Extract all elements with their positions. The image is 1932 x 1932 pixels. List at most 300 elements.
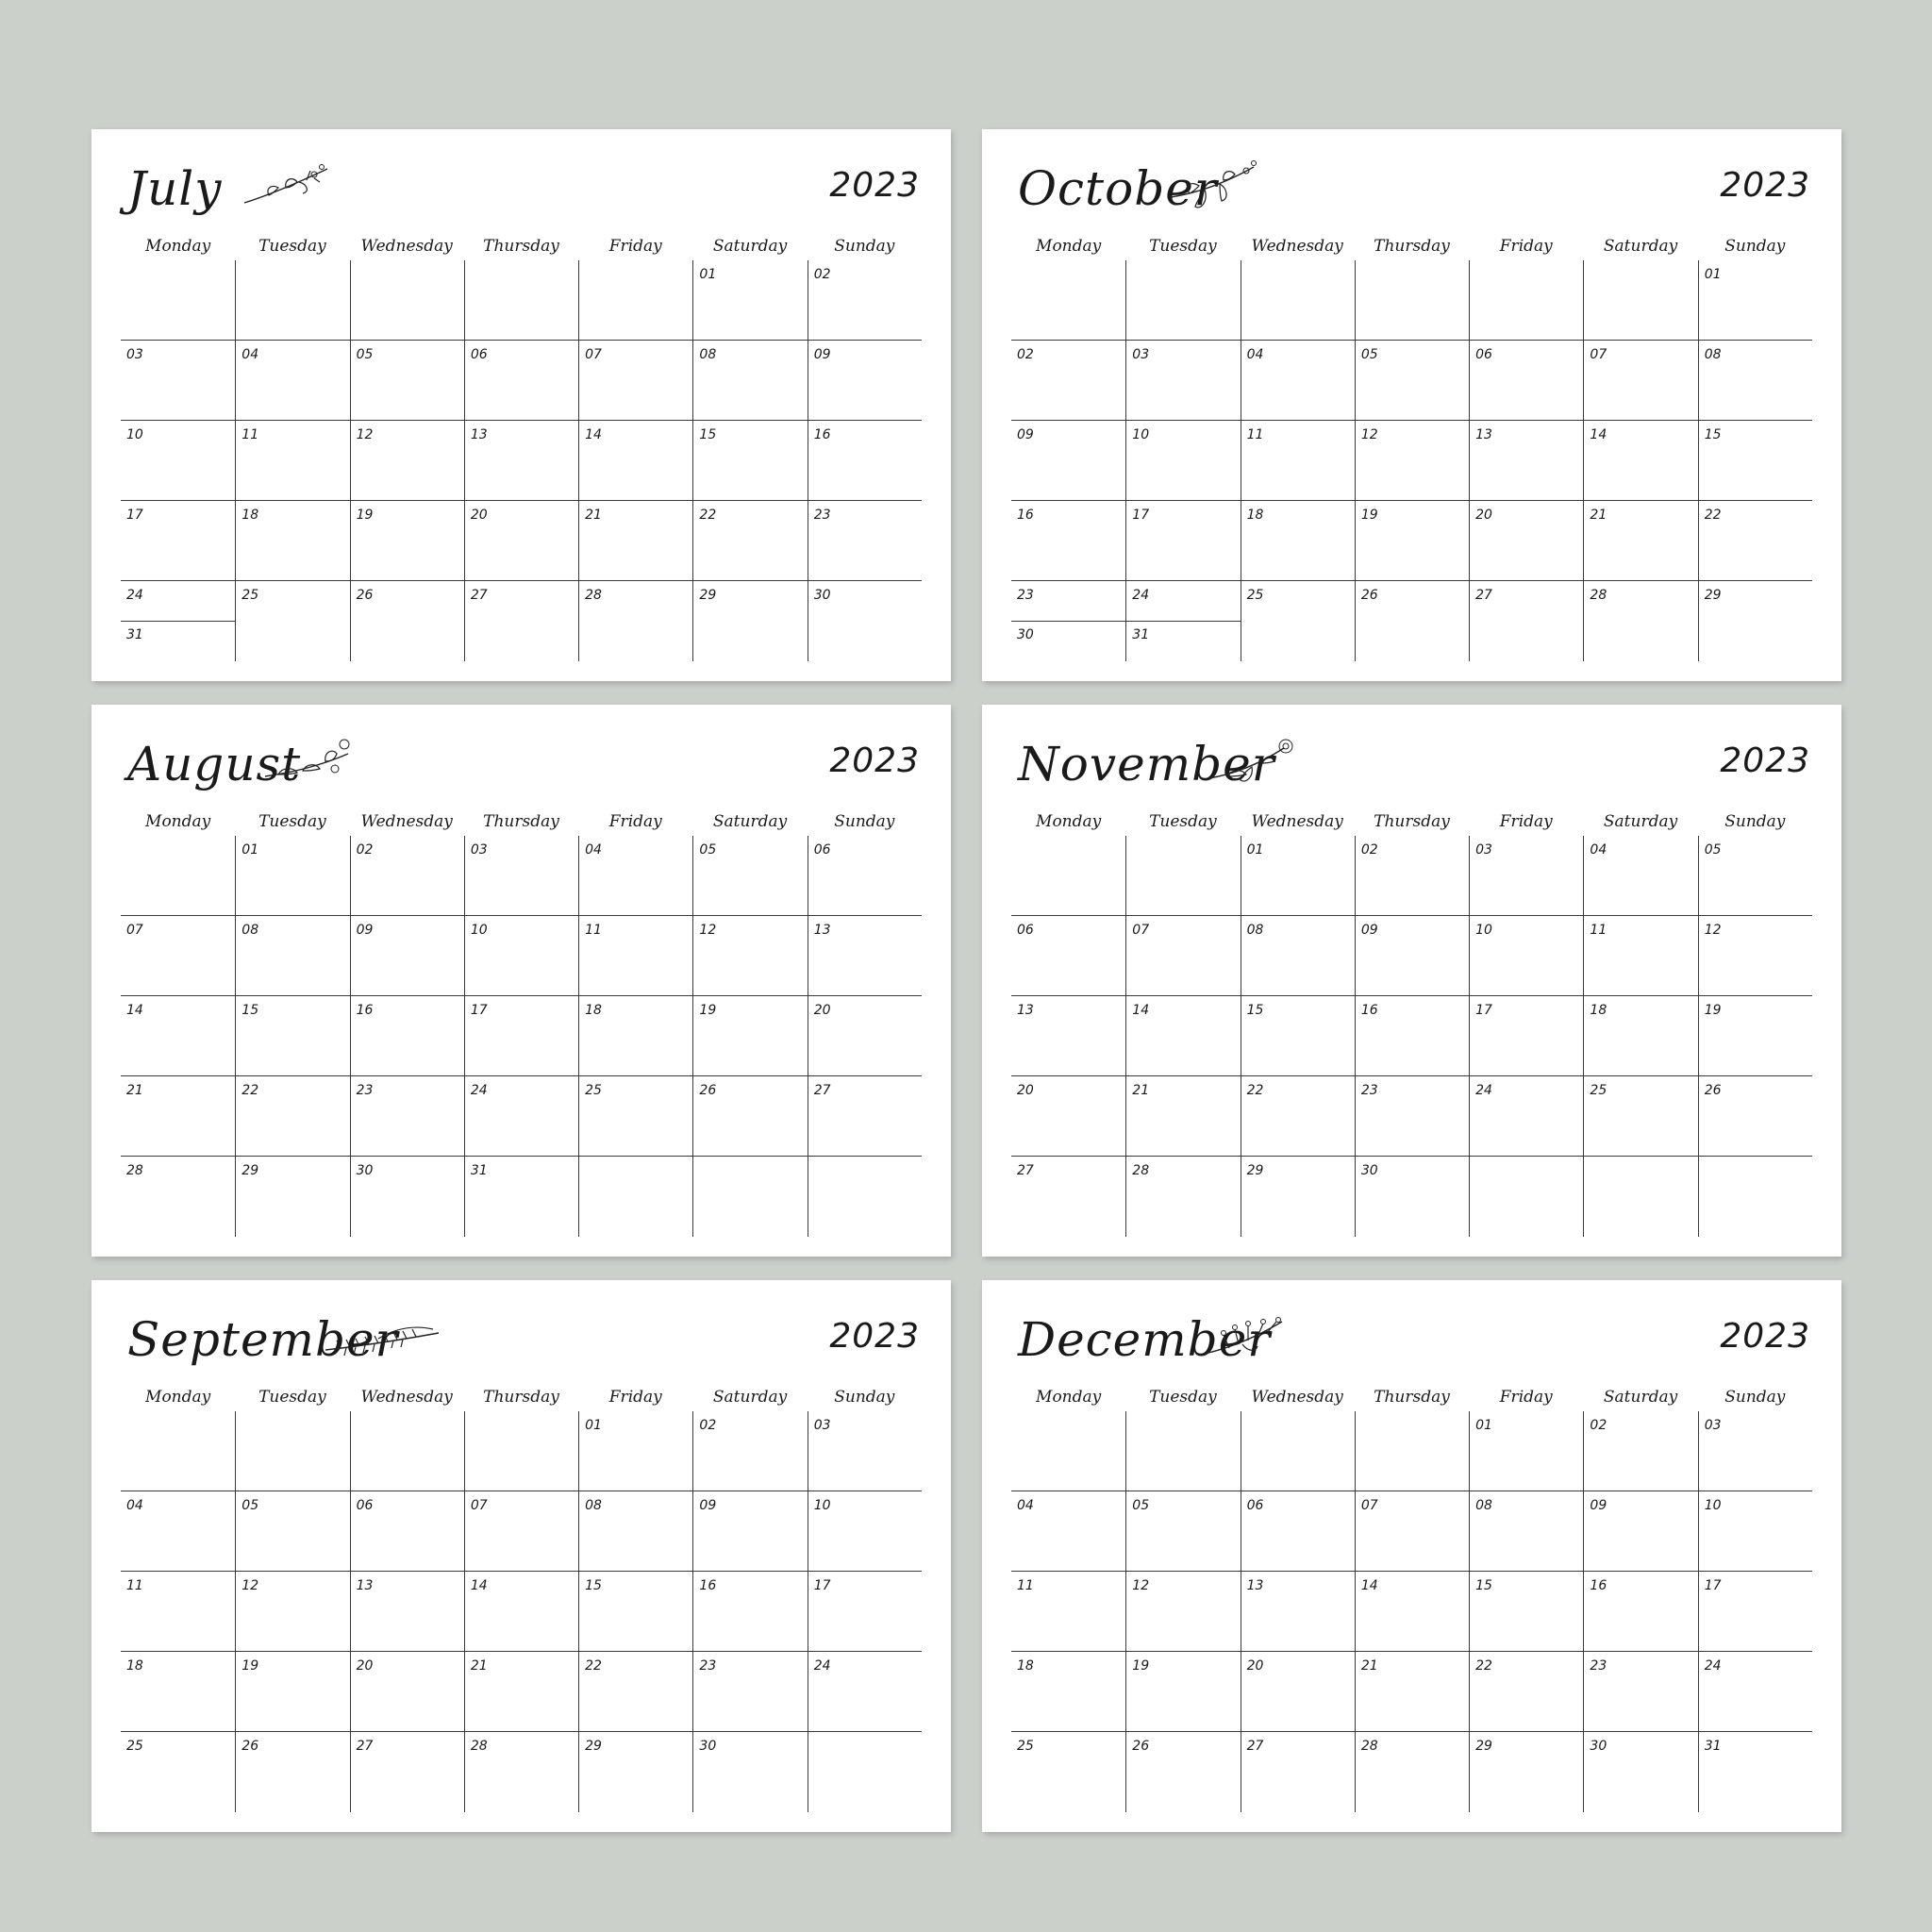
day-number: 05 — [242, 1498, 259, 1513]
day-cell — [121, 260, 235, 341]
day-cell — [1125, 581, 1240, 661]
day-cell — [350, 836, 464, 916]
day-number: 15 — [242, 1003, 259, 1018]
day-cell — [1355, 916, 1469, 996]
day-cell — [1011, 581, 1125, 661]
day-cell — [350, 1157, 464, 1237]
day-number: 28 — [1360, 1739, 1378, 1754]
day-cell — [578, 1076, 692, 1157]
day-cell — [1698, 1491, 1812, 1572]
day-number: 29 — [242, 1163, 259, 1178]
day-number: 26 — [1132, 1739, 1150, 1754]
day-cell — [464, 1491, 578, 1572]
month-title: November — [1018, 737, 1275, 791]
day-cell — [1583, 1491, 1697, 1572]
day-cell — [121, 421, 235, 501]
day-number: 02 — [1017, 347, 1034, 362]
day-number: 13 — [813, 923, 831, 938]
week-row — [1011, 1732, 1812, 1812]
day-cell — [235, 1491, 349, 1572]
day-cell — [1469, 1076, 1583, 1157]
day-cell — [1241, 1652, 1355, 1732]
day-cell — [1125, 260, 1240, 341]
day-cell — [1125, 501, 1240, 581]
weekday-label: Friday — [1499, 1388, 1553, 1407]
weekday-label: Saturday — [712, 1388, 788, 1407]
weekday-label: Thursday — [1374, 812, 1450, 831]
week-row — [121, 501, 922, 581]
day-cell — [578, 341, 692, 421]
weekday-label: Wednesday — [360, 812, 453, 831]
day-cell — [464, 836, 578, 916]
day-cell — [1469, 916, 1583, 996]
day-cell — [350, 916, 464, 996]
day-cell — [1698, 1652, 1812, 1732]
day-number: 31 — [126, 627, 143, 642]
day-number: 12 — [1704, 923, 1722, 938]
day-number: 26 — [356, 588, 374, 603]
day-number: 02 — [356, 842, 374, 858]
day-number: 07 — [1590, 347, 1607, 362]
day-cell — [578, 421, 692, 501]
weeks — [121, 260, 922, 661]
week-row — [121, 1732, 922, 1812]
weekday-label: Thursday — [483, 1388, 559, 1407]
day-number: 06 — [356, 1498, 374, 1513]
day-cell — [121, 996, 235, 1076]
day-number: 08 — [699, 347, 717, 362]
day-cell — [1469, 341, 1583, 421]
day-number: 03 — [1475, 842, 1492, 858]
weekday-label: Friday — [608, 1388, 662, 1407]
day-number: 12 — [242, 1578, 259, 1593]
day-cell — [1355, 996, 1469, 1076]
weekday-label: Monday — [145, 237, 211, 256]
day-number: 16 — [1017, 508, 1034, 523]
day-cell — [121, 1732, 235, 1812]
day-cell — [578, 916, 692, 996]
calendar-grid — [1011, 1383, 1812, 1812]
day-cell — [808, 1572, 922, 1652]
day-cell — [1583, 1411, 1697, 1491]
day-cell — [1583, 996, 1697, 1076]
day-cell — [1355, 260, 1469, 341]
day-number: 11 — [242, 427, 259, 442]
week-row — [1011, 1491, 1812, 1572]
day-number: 07 — [585, 347, 602, 362]
day-number: 04 — [1017, 1498, 1034, 1513]
weekday-label: Friday — [608, 812, 662, 831]
day-number: 18 — [1590, 1003, 1607, 1018]
day-cell — [1583, 1732, 1697, 1812]
day-cell — [464, 1157, 578, 1237]
day-number: 18 — [585, 1003, 602, 1018]
month-title: August — [127, 737, 302, 791]
day-number: 28 — [1590, 588, 1607, 603]
day-cell — [1583, 836, 1697, 916]
day-number: 08 — [585, 1498, 602, 1513]
day-cell — [1011, 1491, 1125, 1572]
day-cell — [121, 836, 235, 916]
week-row — [121, 916, 922, 996]
day-number: 16 — [1360, 1003, 1378, 1018]
flower-sprig-icon — [1205, 735, 1299, 791]
split-divider — [1126, 621, 1240, 622]
day-number: 05 — [1704, 842, 1722, 858]
day-number: 11 — [1017, 1578, 1034, 1593]
day-number: 14 — [1132, 1003, 1150, 1018]
day-cell — [692, 581, 807, 661]
day-cell — [235, 1732, 349, 1812]
weekday-label: Tuesday — [258, 812, 326, 831]
week-row — [121, 1652, 922, 1732]
day-cell — [350, 1732, 464, 1812]
day-cell — [1011, 1076, 1125, 1157]
day-number: 01 — [1704, 267, 1722, 282]
day-cell — [1241, 1157, 1355, 1237]
day-cell — [1125, 341, 1240, 421]
day-number: 17 — [1132, 508, 1150, 523]
day-cell — [1241, 1572, 1355, 1652]
day-cell — [235, 341, 349, 421]
day-number: 27 — [470, 588, 488, 603]
calendar-grid — [1011, 808, 1812, 1237]
day-number: 15 — [1704, 427, 1722, 442]
day-cell — [578, 996, 692, 1076]
weekday-label: Wednesday — [360, 237, 453, 256]
day-number: 26 — [1360, 588, 1378, 603]
weekday-label: Monday — [145, 812, 211, 831]
calendar-sheet-august — [92, 705, 951, 1257]
weekday-label: Sunday — [1724, 237, 1786, 256]
weekday-header — [1011, 232, 1812, 260]
day-cell — [1011, 1572, 1125, 1652]
day-cell — [1355, 341, 1469, 421]
day-cell — [692, 996, 807, 1076]
year-label: 2023 — [1720, 1317, 1810, 1356]
day-cell — [350, 1652, 464, 1732]
day-cell — [578, 260, 692, 341]
day-number: 30 — [1590, 1739, 1607, 1754]
flower-sprig-icon — [261, 735, 356, 791]
day-cell — [1355, 1491, 1469, 1572]
day-number: 04 — [585, 842, 602, 858]
day-cell — [464, 1411, 578, 1491]
day-number: 24 — [1475, 1083, 1492, 1098]
day-number: 02 — [1590, 1418, 1607, 1433]
day-cell — [1125, 1157, 1240, 1237]
day-number: 08 — [1246, 923, 1264, 938]
day-cell — [1125, 836, 1240, 916]
day-number: 29 — [1704, 588, 1722, 603]
day-cell — [1583, 260, 1697, 341]
day-cell — [235, 1411, 349, 1491]
calendar-grid — [121, 232, 922, 661]
weekday-label: Thursday — [483, 812, 559, 831]
day-cell — [1698, 581, 1812, 661]
day-cell — [121, 1076, 235, 1157]
day-number: 27 — [356, 1739, 374, 1754]
weekday-label: Sunday — [834, 237, 895, 256]
day-number: 03 — [470, 842, 488, 858]
week-row — [121, 341, 922, 421]
day-number: 17 — [470, 1003, 488, 1018]
week-row — [1011, 260, 1812, 341]
day-number: 22 — [699, 508, 717, 523]
month-title: October — [1018, 161, 1218, 216]
day-cell — [350, 341, 464, 421]
day-cell — [1011, 501, 1125, 581]
day-number: 07 — [1360, 1498, 1378, 1513]
weeks — [1011, 260, 1812, 661]
day-cell — [121, 581, 235, 661]
day-number: 01 — [242, 842, 259, 858]
week-row — [1011, 1572, 1812, 1652]
weekday-label: Saturday — [712, 812, 788, 831]
day-cell — [1698, 916, 1812, 996]
day-number: 01 — [699, 267, 717, 282]
day-number: 30 — [1017, 627, 1034, 642]
day-cell — [1583, 501, 1697, 581]
day-number: 25 — [1590, 1083, 1607, 1098]
day-number: 20 — [470, 508, 488, 523]
week-row — [1011, 916, 1812, 996]
day-number: 14 — [1360, 1578, 1378, 1593]
calendar-grid — [1011, 232, 1812, 661]
day-cell — [464, 581, 578, 661]
weekday-label: Tuesday — [1149, 812, 1217, 831]
day-number: 16 — [699, 1578, 717, 1593]
day-number: 10 — [1704, 1498, 1722, 1513]
day-cell — [1583, 1076, 1697, 1157]
day-number: 03 — [1132, 347, 1150, 362]
day-number: 03 — [1704, 1418, 1722, 1433]
day-number: 25 — [585, 1083, 602, 1098]
day-number: 01 — [1246, 842, 1264, 858]
day-cell — [578, 501, 692, 581]
day-cell — [1698, 1732, 1812, 1812]
day-cell — [464, 341, 578, 421]
weekday-header — [121, 232, 922, 260]
day-cell — [578, 1732, 692, 1812]
day-number: 31 — [1704, 1739, 1722, 1754]
weekday-label: Friday — [608, 237, 662, 256]
day-number: 13 — [1246, 1578, 1264, 1593]
day-number: 12 — [1132, 1578, 1150, 1593]
day-number: 31 — [470, 1163, 488, 1178]
year-label: 2023 — [829, 1317, 920, 1356]
week-row — [121, 1491, 922, 1572]
day-cell — [464, 996, 578, 1076]
day-number: 14 — [126, 1003, 143, 1018]
day-cell — [1583, 1572, 1697, 1652]
day-number: 05 — [699, 842, 717, 858]
day-number: 04 — [242, 347, 259, 362]
day-number: 18 — [1246, 508, 1264, 523]
day-cell — [1698, 341, 1812, 421]
day-number: 25 — [126, 1739, 143, 1754]
day-number: 03 — [126, 347, 143, 362]
weekday-label: Friday — [1499, 812, 1553, 831]
day-cell — [1241, 916, 1355, 996]
day-cell — [121, 341, 235, 421]
day-cell — [464, 1652, 578, 1732]
weekday-label: Tuesday — [1149, 1388, 1217, 1407]
day-number: 21 — [470, 1658, 488, 1674]
day-number: 09 — [1360, 923, 1378, 938]
day-cell — [692, 1572, 807, 1652]
day-cell — [1011, 1652, 1125, 1732]
day-number: 22 — [1246, 1083, 1264, 1098]
day-cell — [1698, 996, 1812, 1076]
day-number: 20 — [1017, 1083, 1034, 1098]
weekday-label: Tuesday — [258, 1388, 326, 1407]
day-cell — [350, 501, 464, 581]
day-number: 04 — [1246, 347, 1264, 362]
day-cell — [1355, 1157, 1469, 1237]
day-cell — [808, 260, 922, 341]
day-cell — [1241, 836, 1355, 916]
week-row — [121, 260, 922, 341]
day-number: 19 — [1360, 508, 1378, 523]
day-cell — [121, 501, 235, 581]
day-number: 08 — [1704, 347, 1722, 362]
day-number: 17 — [813, 1578, 831, 1593]
day-cell — [692, 1076, 807, 1157]
day-number: 28 — [585, 588, 602, 603]
day-cell — [350, 581, 464, 661]
day-cell — [578, 1491, 692, 1572]
calendar-grid — [121, 808, 922, 1237]
day-cell — [1125, 1732, 1240, 1812]
day-number: 05 — [1132, 1498, 1150, 1513]
day-cell — [578, 1652, 692, 1732]
day-cell — [578, 836, 692, 916]
day-number: 17 — [1475, 1003, 1492, 1018]
week-row — [121, 1411, 922, 1491]
day-number: 11 — [126, 1578, 143, 1593]
year-label: 2023 — [829, 741, 920, 780]
day-cell — [464, 1572, 578, 1652]
day-cell — [1241, 996, 1355, 1076]
day-number: 28 — [126, 1163, 143, 1178]
day-cell — [692, 1652, 807, 1732]
week-row — [1011, 1652, 1812, 1732]
day-cell — [1469, 581, 1583, 661]
day-number: 24 — [470, 1083, 488, 1098]
day-number: 15 — [1246, 1003, 1264, 1018]
weekday-label: Monday — [1036, 237, 1102, 256]
day-number: 24 — [1704, 1658, 1722, 1674]
day-cell — [1241, 1732, 1355, 1812]
day-cell — [692, 1732, 807, 1812]
day-cell — [578, 1157, 692, 1237]
day-number: 30 — [699, 1739, 717, 1754]
day-cell — [1241, 341, 1355, 421]
day-cell — [1469, 1157, 1583, 1237]
day-cell — [1469, 260, 1583, 341]
week-row — [1011, 421, 1812, 501]
day-number: 22 — [1475, 1658, 1492, 1674]
day-number: 26 — [242, 1739, 259, 1754]
day-cell — [350, 1491, 464, 1572]
day-number: 29 — [1246, 1163, 1264, 1178]
day-cell — [235, 996, 349, 1076]
day-cell — [692, 916, 807, 996]
day-number: 22 — [242, 1083, 259, 1098]
day-cell — [1583, 1652, 1697, 1732]
day-cell — [578, 1411, 692, 1491]
day-cell — [464, 260, 578, 341]
day-number: 27 — [1017, 1163, 1034, 1178]
weeks — [1011, 1411, 1812, 1812]
year-label: 2023 — [1720, 166, 1810, 205]
day-cell — [808, 1491, 922, 1572]
week-row — [1011, 1076, 1812, 1157]
day-cell — [1011, 341, 1125, 421]
day-number: 04 — [126, 1498, 143, 1513]
day-number: 29 — [1475, 1739, 1492, 1754]
month-title: September — [127, 1312, 399, 1367]
day-cell — [1583, 341, 1697, 421]
day-number: 13 — [1017, 1003, 1034, 1018]
day-number: 19 — [699, 1003, 717, 1018]
day-cell — [235, 1157, 349, 1237]
day-number: 06 — [1246, 1498, 1264, 1513]
day-cell — [808, 916, 922, 996]
day-cell — [1698, 1157, 1812, 1237]
day-number: 18 — [1017, 1658, 1034, 1674]
day-number: 24 — [1132, 588, 1150, 603]
weekday-label: Monday — [1036, 1388, 1102, 1407]
day-cell — [235, 581, 349, 661]
day-cell — [235, 421, 349, 501]
day-number: 16 — [1590, 1578, 1607, 1593]
day-cell — [1125, 1572, 1240, 1652]
day-number: 21 — [1590, 508, 1607, 523]
day-cell — [1011, 836, 1125, 916]
day-cell — [578, 1572, 692, 1652]
day-cell — [235, 836, 349, 916]
day-number: 19 — [1704, 1003, 1722, 1018]
day-number: 10 — [470, 923, 488, 938]
month-title: July — [127, 161, 223, 216]
day-cell — [692, 1411, 807, 1491]
day-cell — [808, 836, 922, 916]
fern-sprig-icon — [322, 1310, 444, 1367]
day-number: 14 — [585, 427, 602, 442]
split-divider — [121, 621, 235, 622]
day-cell — [1241, 1076, 1355, 1157]
weekday-label: Thursday — [1374, 1388, 1450, 1407]
day-number: 25 — [1246, 588, 1264, 603]
day-number: 29 — [585, 1739, 602, 1754]
day-cell — [808, 341, 922, 421]
day-number: 05 — [356, 347, 374, 362]
week-row — [121, 1572, 922, 1652]
day-number: 22 — [1704, 508, 1722, 523]
day-number: 22 — [585, 1658, 602, 1674]
day-number: 20 — [1475, 508, 1492, 523]
day-number: 03 — [813, 1418, 831, 1433]
day-cell — [692, 1491, 807, 1572]
week-row — [121, 1076, 922, 1157]
year-label: 2023 — [1720, 741, 1810, 780]
day-number: 14 — [1590, 427, 1607, 442]
day-cell — [808, 581, 922, 661]
day-number: 28 — [1132, 1163, 1150, 1178]
day-number: 24 — [813, 1658, 831, 1674]
